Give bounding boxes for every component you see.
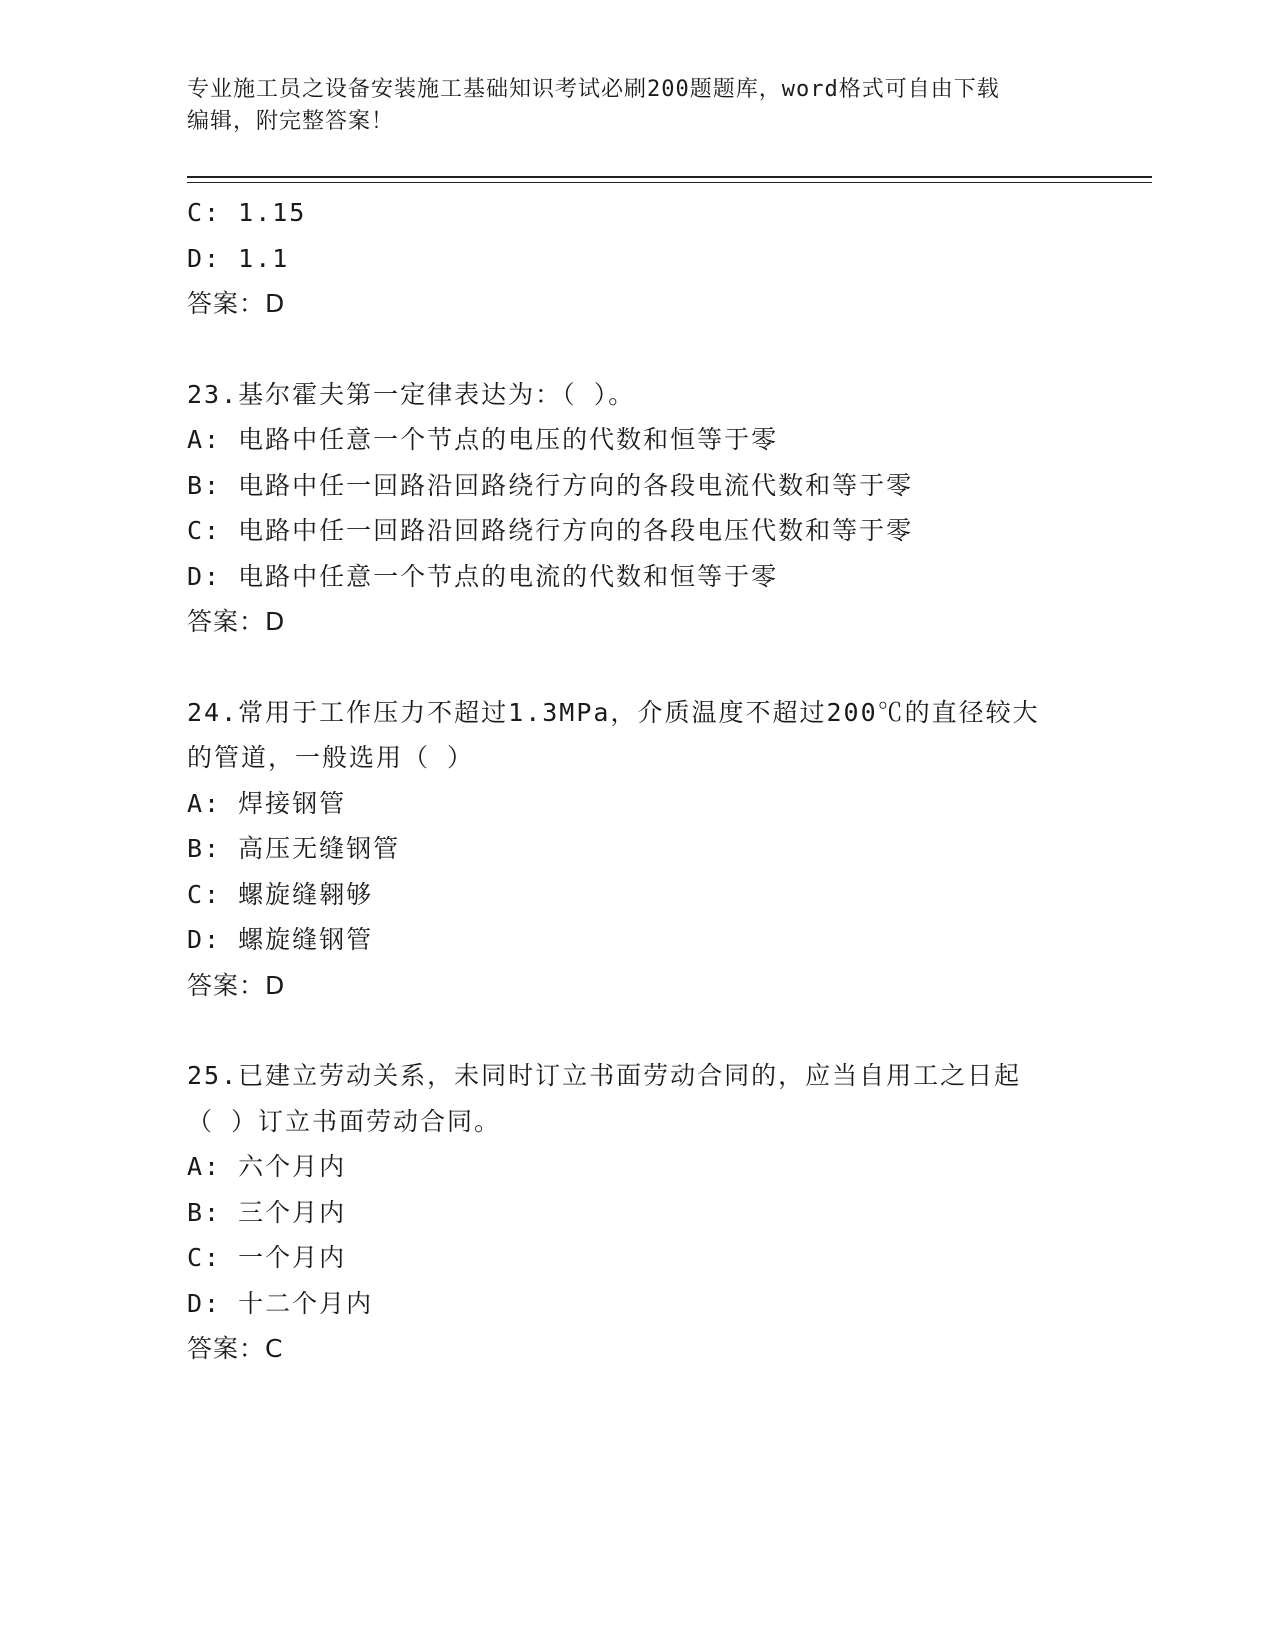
- answer-line: 答案：D: [187, 607, 286, 636]
- question-stem-line-1: 25.已建立劳动关系，未同时订立书面劳动合同的，应当自用工之日起: [187, 1061, 1022, 1090]
- header-line-1: 专业施工员之设备安装施工基础知识考试必刷200题题库，word格式可自由下载: [187, 77, 1000, 102]
- option-d: D: 1.1: [187, 243, 290, 273]
- header-line-2: 编辑，附完整答案！: [187, 109, 395, 134]
- question-25: [187, 1053, 1087, 1372]
- question-22-tail: [187, 190, 1087, 327]
- option-d: D: 十二个月内: [187, 1288, 374, 1318]
- question-stem-line-2: （ ）订立书面劳动合同。: [187, 1106, 502, 1136]
- option-b: B: 电路中任一回路沿回路绕行方向的各段电流代数和等于零: [187, 470, 914, 500]
- header-divider-thick: [187, 176, 1152, 178]
- option-c: C: 电路中任一回路沿回路绕行方向的各段电压代数和等于零: [187, 516, 914, 545]
- header-divider-thin: [187, 182, 1152, 183]
- question-stem-line-1: 24.常用于工作压力不超过1.3MPa，介质温度不超过200℃的直径较大: [187, 697, 1040, 727]
- option-c: C: 螺旋缝翱够: [187, 879, 374, 909]
- option-c: C: 1.15: [187, 198, 307, 227]
- option-d: D: 电路中任意一个节点的电流的代数和恒等于零: [187, 561, 779, 591]
- option-b: B: 高压无缝钢管: [187, 834, 401, 863]
- question-23: [187, 372, 1087, 645]
- question-stem: 23.基尔霍夫第一定律表达为：（ ）。: [187, 379, 636, 409]
- option-a: A: 六个月内: [187, 1152, 347, 1181]
- answer-line: 答案：D: [187, 289, 286, 318]
- question-24: [187, 690, 1087, 1009]
- document-header: [187, 74, 1087, 138]
- option-a: A: 焊接钢管: [187, 788, 347, 818]
- answer-line: 答案：D: [187, 970, 286, 1000]
- option-b: B: 三个月内: [187, 1197, 347, 1227]
- option-d: D: 螺旋缝钢管: [187, 925, 374, 954]
- option-c: C: 一个月内: [187, 1243, 347, 1272]
- document-body: [187, 190, 1087, 1372]
- option-a: A: 电路中任意一个节点的电压的代数和恒等于零: [187, 425, 779, 454]
- answer-line: 答案：C: [187, 1334, 284, 1363]
- question-stem-line-2: 的管道，一般选用（ ）: [187, 743, 475, 772]
